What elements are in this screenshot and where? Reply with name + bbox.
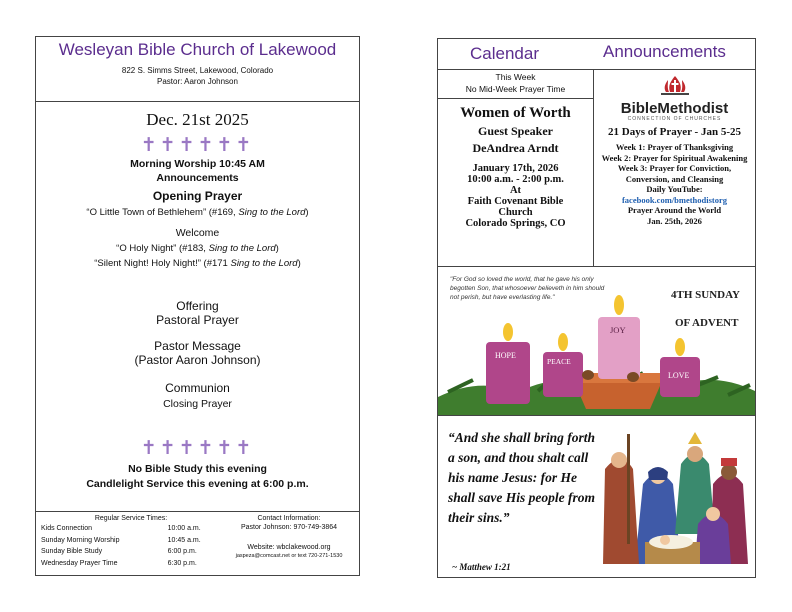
cross-row-top: ✝✝✝✝✝✝ — [140, 135, 255, 156]
prayer-weeks — [594, 142, 755, 226]
event-place-2: Church — [498, 207, 533, 218]
service-times-footer — [35, 511, 360, 576]
event-line-1: Guest Speaker — [478, 124, 553, 138]
event-date: January 17th, 2026 — [472, 163, 559, 174]
pastor-message: Pastor Message — [154, 339, 241, 353]
announcements-label: Announcements — [603, 42, 726, 61]
event-time: 10:00 a.m. - 2:00 p.m. — [467, 174, 564, 185]
contact-pastor: Pastor Johnson: 970-749-3864 — [240, 524, 338, 531]
table-row — [41, 535, 221, 547]
welcome: Welcome — [175, 227, 220, 239]
time-name: Kids Connection — [41, 525, 92, 532]
church-address: 822 S. Simms Street, Lakewood, Colorado — [121, 66, 274, 75]
bm-logo-sub: CONNECTION OF CHURCHES — [627, 116, 722, 122]
order-of-service — [35, 101, 360, 512]
bible-methodist-logo — [594, 74, 755, 122]
time-value: 10:45 a.m. — [167, 536, 201, 544]
church-name: Wesleyan Bible Church of Lakewood — [58, 40, 337, 59]
hymn-2-book: Sing to the Lord — [208, 243, 276, 254]
verse-reference: ~ Matthew 1:21 — [452, 562, 511, 572]
time-name: Sunday Bible Study — [41, 548, 103, 555]
no-bible-study: No Bible Study this evening — [128, 463, 267, 475]
verse-text: “And she shall bring forth a son, and thou shalt call his name Jesus: for He shall save His people from their sins.” — [448, 430, 596, 525]
hymn-1-end: ) — [305, 207, 309, 218]
opening-prayer: Opening Prayer — [152, 189, 243, 203]
hymn-2-end: ) — [275, 243, 279, 254]
time-name: Wednesday Prayer Time — [41, 559, 118, 567]
candlelight-service: Candlelight Service this evening at 6:00 p.m. — [86, 478, 309, 490]
table-row — [41, 546, 221, 558]
regular-times — [41, 515, 221, 569]
hymn-1-book: Sing to the Lord — [238, 207, 306, 218]
daily-youtube: Daily YouTube: — [646, 184, 703, 194]
communion: Communion — [165, 381, 230, 395]
calendar-column — [437, 69, 594, 267]
hymn-3-end: ) — [297, 258, 301, 269]
candle-love-label: LOVE — [668, 371, 690, 380]
event-at: At — [509, 185, 522, 196]
offering: Offering — [176, 299, 219, 313]
hymn-1 — [36, 207, 359, 218]
prayer-world-date: Jan. 25th, 2026 — [647, 215, 702, 226]
hymn-2 — [36, 243, 359, 254]
nativity-scene-illustration — [603, 424, 753, 574]
closing-prayer: Closing Prayer — [163, 398, 232, 410]
no-prayer: No Mid-Week Prayer Time — [438, 84, 593, 99]
contact-info — [221, 515, 357, 559]
flame-cross-icon — [655, 74, 695, 96]
calendar-label: Calendar — [470, 44, 539, 63]
event-line-2: DeAndrea Arndt — [472, 141, 559, 155]
prayer-week-2: Week 2: Prayer for Spiritual Awakening — [601, 152, 748, 163]
event-title: Women of Worth — [460, 105, 571, 121]
time-value: 6:30 p.m. — [167, 559, 197, 567]
advent-wreath-image — [437, 266, 756, 416]
time-value: 10:00 a.m. — [167, 525, 201, 532]
nativity-verse — [437, 415, 756, 578]
church-pastor: Pastor: Aaron Johnson — [157, 77, 238, 86]
hymn-1-title: “O Little Town of Bethlehem” (#169, — [86, 207, 239, 218]
church-header — [35, 36, 360, 102]
announcements: Announcements — [156, 172, 239, 184]
prayer-week-3: Week 3: Prayer for Conviction, Conversion, and Cleansing — [617, 163, 732, 184]
cross-row-bottom: ✝✝✝✝✝✝ — [140, 438, 255, 459]
prayer-week-1: Week 1: Prayer of Thanksgiving — [615, 142, 734, 152]
prayer-world: Prayer Around the World — [627, 205, 722, 215]
email: jaspeza@comcast.net or text 720-271-1530 — [235, 553, 343, 559]
times-table — [41, 523, 221, 569]
candle-peace-label: PEACE — [547, 357, 571, 366]
advent-scripture: "For God so loved the world, that he gave his only begotten Son, that whosoever believeth in him should not perish, but have everlasting life." — [450, 276, 605, 301]
advent-title-1: 4TH SUNDAY — [671, 289, 740, 301]
this-week: This Week — [495, 72, 536, 82]
hymn-2-title: “O Holy Night” (#183, — [116, 243, 209, 254]
days-of-prayer: 21 Days of Prayer - Jan 5-25 — [608, 126, 741, 138]
morning-worship: Morning Worship 10:45 AM — [130, 158, 265, 170]
regular-times-title: Regular Service Times: — [94, 515, 168, 522]
contact-title: Contact Information: — [257, 515, 321, 522]
event-place-3: Colorado Springs, CO — [465, 218, 566, 229]
advent-title-2: OF ADVENT — [675, 317, 739, 329]
pastor-message-name: (Pastor Aaron Johnson) — [134, 353, 261, 367]
candle-joy-label: JOY — [610, 325, 626, 335]
table-row — [41, 558, 221, 570]
time-name: Sunday Morning Worship — [41, 536, 120, 544]
calendar-header — [437, 38, 756, 70]
table-row — [41, 523, 221, 535]
facebook-link[interactable]: facebook.com/bmethodistorg — [621, 194, 728, 205]
announcements-column — [593, 69, 756, 267]
bm-logo-text: BibleMethodist — [620, 100, 729, 117]
hymn-3 — [36, 258, 359, 269]
hymn-3-title: “Silent Night! Holy Night!” (#171 — [94, 258, 231, 269]
hymn-3-book: Sing to the Lord — [230, 258, 298, 269]
pastoral-prayer: Pastoral Prayer — [156, 313, 239, 327]
event-place-1: Faith Covenant Bible — [467, 196, 564, 207]
website: Website: wbclakewood.org — [247, 544, 331, 551]
service-date: Dec. 21st 2025 — [146, 110, 249, 129]
time-value: 6:00 p.m. — [167, 548, 197, 555]
candle-hope-label: HOPE — [495, 351, 516, 360]
